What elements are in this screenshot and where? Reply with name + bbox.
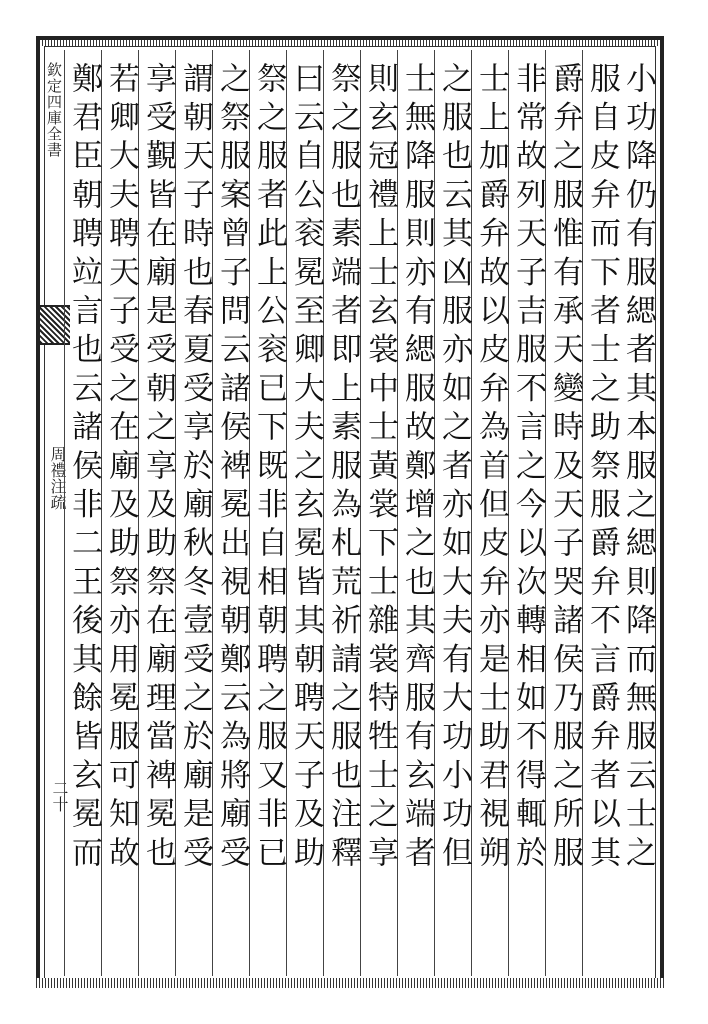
column-text: 謂朝天子時也春夏受享於廟秋冬壹受之於廟是受: [177, 62, 213, 875]
column-text: 小功降仍有服緦者其本服之緦則降而無服云士之: [620, 62, 656, 875]
page-margin-strip: [44, 50, 65, 976]
column-text: 享受覲皆在廟是受朝之享及助祭在廟理當裨冕也: [140, 62, 176, 875]
text-column-15: [101, 50, 138, 976]
column-text: 非常故列天子吉服不言之今以次轉相如不得輒於: [510, 62, 546, 875]
margin-book-title: 周禮注疏: [48, 446, 67, 510]
text-column-11: [249, 50, 286, 976]
text-column-9: [323, 50, 360, 976]
column-text: 士上加爵弁故以皮弁為首但皮弁亦是士助君視朔: [473, 62, 509, 875]
text-column-8: [360, 50, 397, 976]
margin-page-number: 二十: [50, 780, 69, 812]
column-text: 祭之服也素端者即上素服為札荒祈請之服也注釋: [325, 62, 361, 875]
text-column-2: [582, 50, 619, 976]
margin-collection-title: 欽定四庫全書: [45, 62, 63, 158]
column-text: 服自皮弁而下者士之助祭服爵弁不言爵弁者以其: [584, 62, 620, 875]
text-column-10: [286, 50, 323, 976]
bottom-border-pattern: [36, 978, 664, 988]
column-text: 鄭君臣朝聘竝言也云諸侯非二王後其餘皆玄冕而: [66, 62, 102, 875]
column-text: 曰云自公衮冕至卿大夫之玄冕皆其朝聘天子及助: [288, 62, 324, 875]
column-text: 爵弁之服惟有承天變時及天子哭諸侯乃服之所服: [547, 62, 583, 875]
text-column-7: [397, 50, 434, 976]
text-column-14: [138, 50, 175, 976]
text-column-1: [619, 50, 656, 976]
text-column-3: [545, 50, 582, 976]
text-column-4: [508, 50, 545, 976]
column-text: 若卿大夫聘天子受之在廟及助祭亦用冕服可知故: [103, 62, 139, 875]
vertical-text-block: [64, 50, 656, 976]
column-text: 祭之服者此上公衮已下既非自相朝聘之服又非已: [251, 62, 287, 875]
column-text: 則玄冠禮上士玄裳中士黃裳下士雜裳特牲士之享: [362, 62, 398, 875]
text-column-13: [175, 50, 212, 976]
text-column-12: [212, 50, 249, 976]
column-text: 士無降服則亦有緦服故鄭增之也其齊服有玄端者: [399, 62, 435, 875]
text-column-6: [434, 50, 471, 976]
text-column-5: [471, 50, 508, 976]
column-text: 之祭服案曾子問云諸侯裨冕出視朝鄭云為將廟受: [214, 62, 250, 875]
column-text: 之服也云其凶服亦如之者亦如大夫有大功小功但: [436, 62, 472, 875]
text-column-16: [64, 50, 101, 976]
